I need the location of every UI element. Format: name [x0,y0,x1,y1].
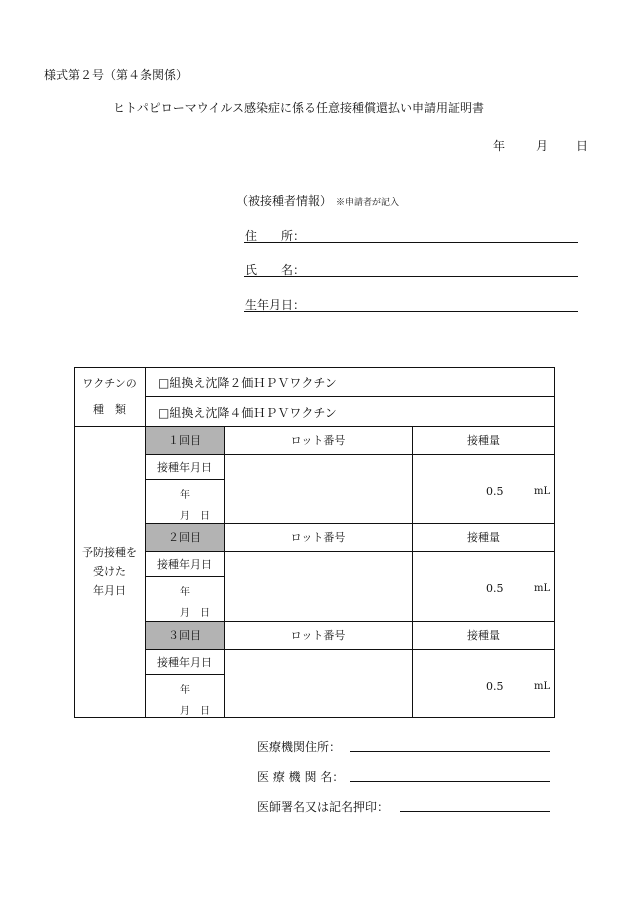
round-2-lot-header: ロット番号 [290,531,346,544]
round-1-lot-cell[interactable] [224,454,412,523]
round-1-dose-value: 0.5 [486,485,504,498]
form-number: 様式第２号（第４条関係） [44,68,189,82]
round-3-dose-value: 0.5 [486,680,504,693]
vaccination-label-line1: 予防接種を [82,546,137,559]
vaccine-label-line1: ワクチンの [82,377,137,390]
round-3-label: ３回目 [168,629,201,642]
date-year-label: 年 [493,139,506,153]
vaccination-label-line2: 受けた [93,565,126,578]
round-3-month-day: 月 日 [180,706,210,717]
institution-address-label: 医療機関住所： [257,740,342,754]
vaccine-label-line2: 種 類 [93,403,126,416]
recipient-note: ※申請者が記入 [336,198,400,208]
round-2-lot-cell[interactable] [224,551,412,621]
institution-name-label: 医 療 機 関 名： [257,770,345,784]
round-1-date-label: 接種年月日 [157,461,212,474]
round-3-year: 年 [180,685,190,696]
address-field-line[interactable] [244,242,578,243]
birthdate-label: 生年月日： [245,298,306,312]
round-3-dose-unit: mL [534,681,551,692]
round-3-lot-header: ロット番号 [290,629,346,642]
round-1-dose-header: 接種量 [467,434,500,447]
round-1-label: １回目 [168,434,201,447]
vaccine-option-quadrivalent[interactable]: □組換え沈降４価ＨＰＶワクチン [158,406,337,420]
round-2-month-day: 月 日 [180,608,210,619]
round-2-date-label: 接種年月日 [157,558,212,571]
round-2-label: ２回目 [168,531,201,544]
round-2-dose-value: 0.5 [486,582,504,595]
round-2-dose-header: 接種量 [467,531,500,544]
name-label: 氏 名： [245,263,306,277]
name-field-line[interactable] [244,276,578,277]
round-1-month-day: 月 日 [180,511,210,522]
doctor-signature-line[interactable] [400,811,550,812]
recipient-heading: （被接種者情報） [236,194,333,208]
date-day-label: 日 [576,139,589,153]
birthdate-field-line[interactable] [244,311,578,312]
round-1-dose-unit: mL [534,486,551,497]
address-label: 住 所： [245,229,306,243]
doctor-signature-label: 医師署名又は記名押印： [257,800,390,814]
round-2-year: 年 [180,587,190,598]
institution-address-line[interactable] [350,751,550,752]
round-3-lot-cell[interactable] [224,649,412,718]
round-3-date-label: 接種年月日 [157,656,212,669]
vaccine-option-bivalent[interactable]: □組換え沈降２価ＨＰＶワクチン [158,376,337,390]
vaccination-label-line3: 年月日 [93,584,126,597]
round-3-dose-header: 接種量 [467,629,500,642]
round-2-dose-unit: mL [534,583,551,594]
institution-name-line[interactable] [350,781,550,782]
date-month-label: 月 [536,139,549,153]
round-1-year: 年 [180,490,190,501]
document-title: ヒトパピローマウイルス感染症に係る任意接種償還払い申請用証明書 [113,101,485,115]
round-1-lot-header: ロット番号 [290,434,346,447]
